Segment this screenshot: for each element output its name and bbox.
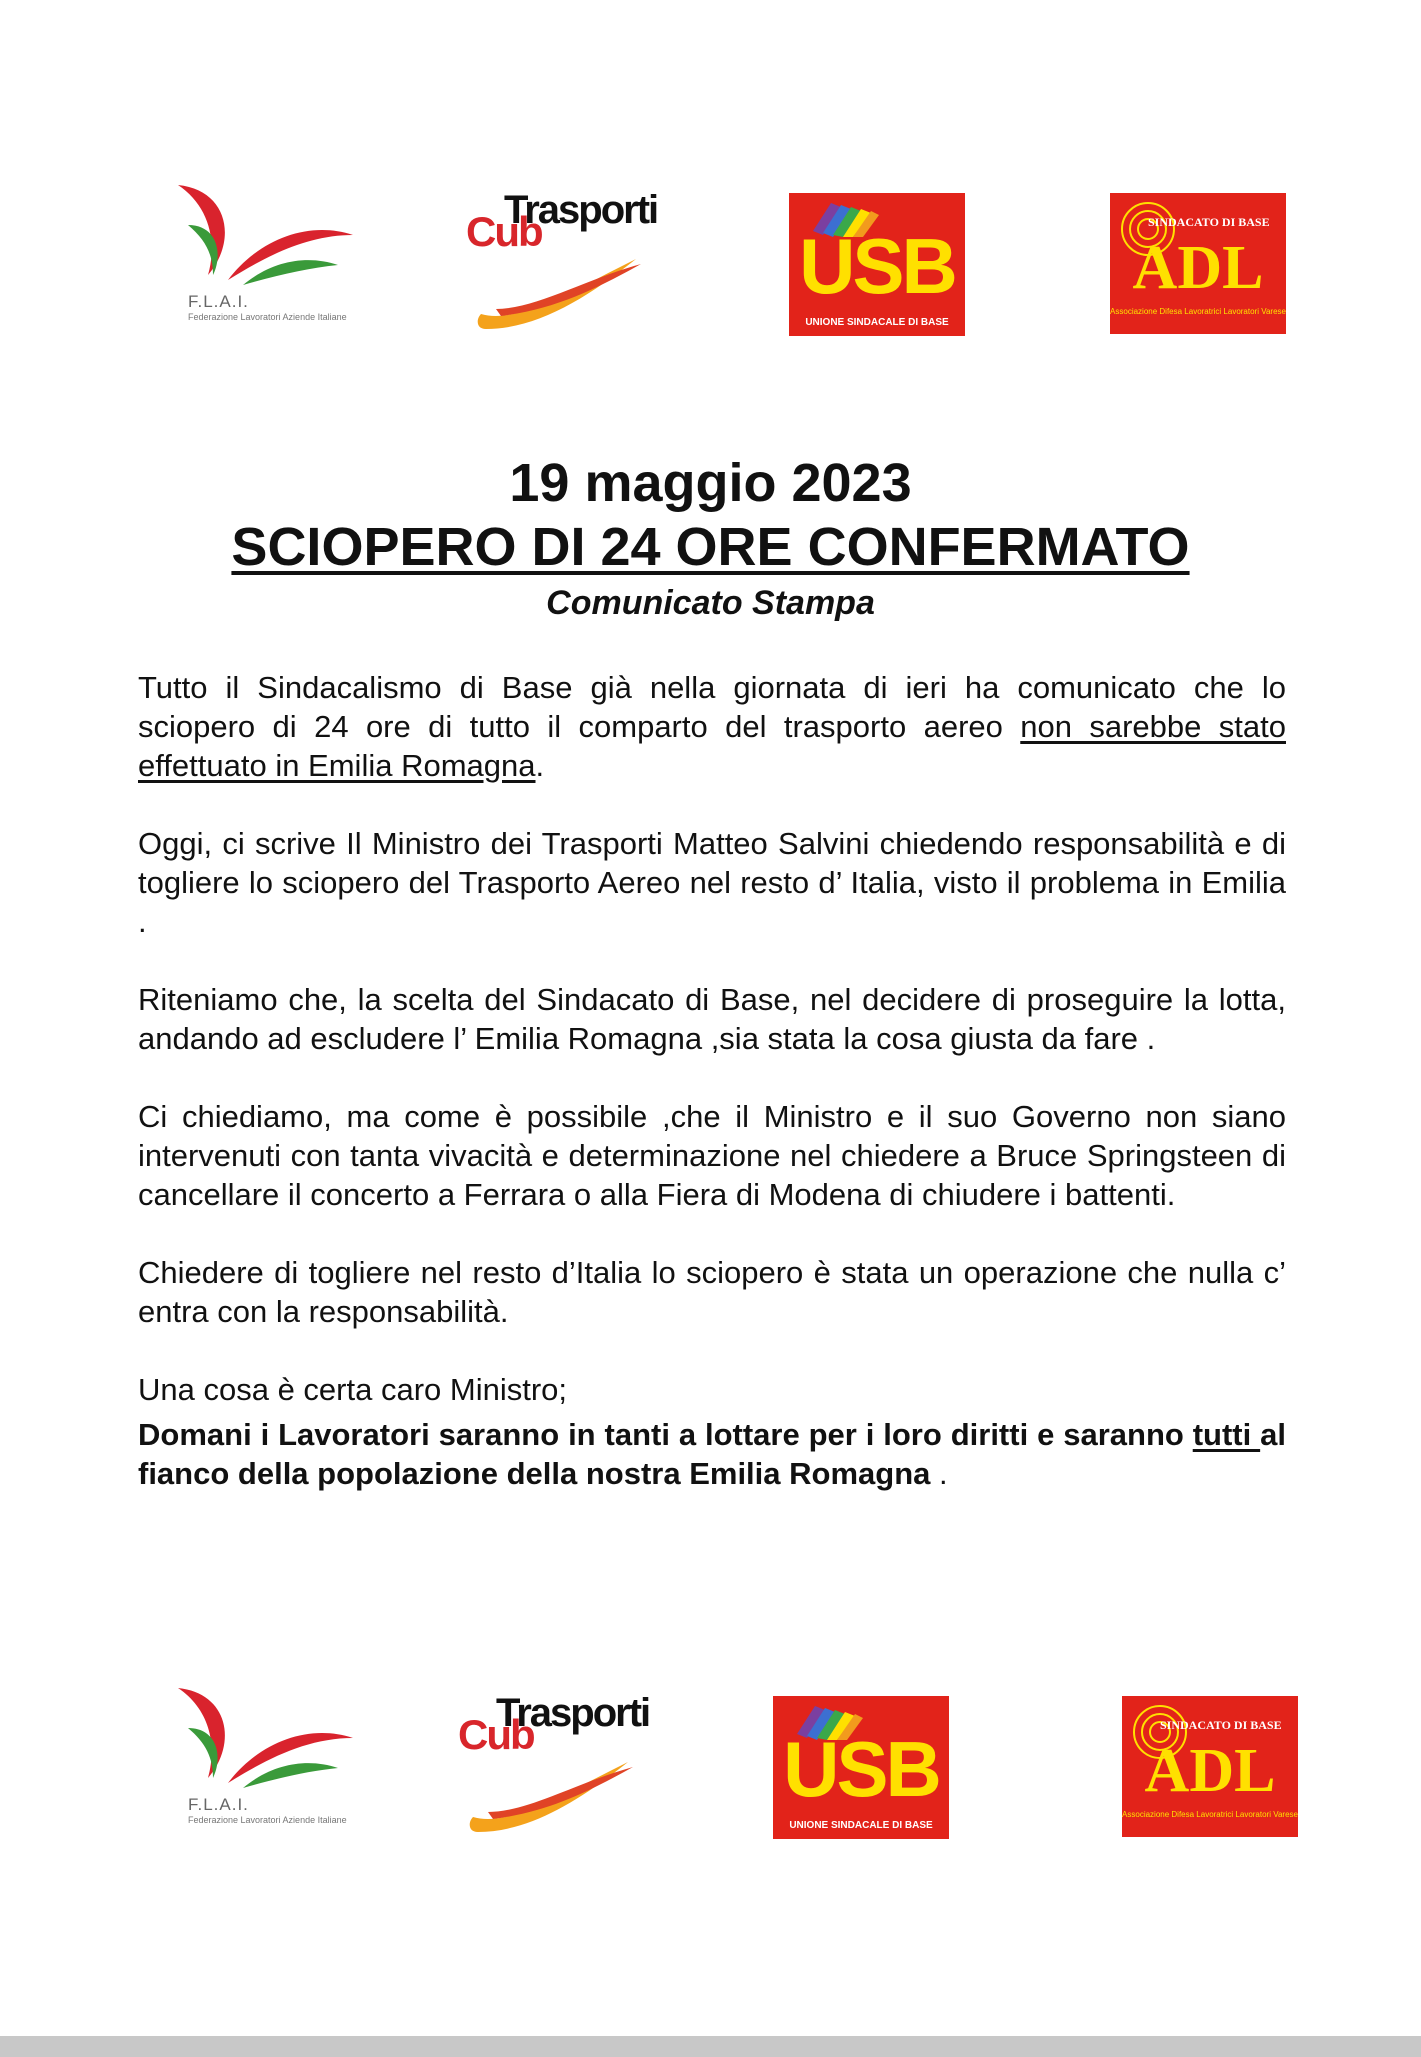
press-release-title bbox=[0, 516, 1421, 578]
paragraph-6: Una cosa è certa caro Ministro; bbox=[138, 1372, 568, 1407]
cub-letters: Cub bbox=[466, 208, 542, 255]
bottom-scroll-bar bbox=[0, 2036, 1421, 2057]
cub-brushstroke-icon bbox=[468, 1757, 638, 1837]
usb-letters: USB bbox=[799, 222, 955, 310]
adl-subtitle: Associazione Difesa Lavoratrici Lavoratori Varese bbox=[1122, 1810, 1298, 1819]
paragraph-1 bbox=[138, 668, 1286, 785]
press-release-date: 19 maggio 2023 bbox=[509, 453, 912, 513]
cub-word: Trasporti bbox=[496, 1691, 650, 1735]
paragraph-5: Chiedere di togliere nel resto d’Italia lo sciopero è stata un operazione che nulla c’ entra con la responsabilità. bbox=[138, 1255, 1286, 1329]
cub-letters: Cub bbox=[458, 1711, 534, 1758]
paragraph-4: Ci chiediamo, ma come è possibile ,che il Ministro e il suo Governo non siano intervenuti con tanta vivacità e determinazione nel chiedere a Bruce Springsteen di cancellare il concerto a Ferrara o alla Fiera di Modena di chiudere i battenti. bbox=[138, 1099, 1286, 1212]
paragraph-1-underlined: non sarebbe stato effettuato in Emilia Romagna bbox=[138, 709, 1286, 783]
paragraph-7 bbox=[138, 1415, 1286, 1493]
paragraph-7-text-2: al fianco della popolazione della nostra Emilia Romagna bbox=[138, 1417, 1286, 1491]
paragraph-2: Oggi, ci scrive Il Ministro dei Trasporti Matteo Salvini chiedendo responsabilità e di togliere lo sciopero del Trasporto Aereo nel resto d’ Italia, visto il problema in Emilia . bbox=[138, 826, 1286, 939]
flai-wings-icon bbox=[168, 1683, 358, 1793]
usb-subtitle: UNIONE SINDACALE DI BASE bbox=[789, 1820, 933, 1831]
press-release-subtitle: Comunicato Stampa bbox=[546, 584, 875, 622]
adl-letters: ADL bbox=[1144, 1737, 1276, 1805]
flai-wings-icon bbox=[168, 180, 358, 290]
paragraph-7-end: . bbox=[930, 1456, 948, 1491]
adl-logo bbox=[1122, 1696, 1298, 1837]
paragraph-7-underlined: tutti bbox=[1192, 1417, 1261, 1452]
usb-logo bbox=[789, 193, 965, 336]
flai-name: F.L.A.I. bbox=[188, 1795, 249, 1814]
flai-subtitle: Federazione Lavoratori Aziende Italiane bbox=[188, 1815, 347, 1825]
flai-name: F.L.A.I. bbox=[188, 292, 249, 311]
usb-logo bbox=[773, 1696, 949, 1839]
adl-top-label: SINDACATO DI BASE bbox=[1160, 1718, 1282, 1732]
flai-logo bbox=[168, 1683, 358, 1833]
paragraph-7-text: Domani i Lavoratori saranno in tanti a lottare per i loro diritti e saranno bbox=[138, 1417, 1193, 1452]
usb-letters: USB bbox=[783, 1725, 939, 1813]
paragraph-3: Riteniamo che, la scelta del Sindacato di Base, nel decidere di proseguire la lotta, andando ad escludere l’ Emilia Romagna ,sia stata la cosa giusta da fare . bbox=[138, 982, 1286, 1056]
flai-logo bbox=[168, 180, 358, 330]
cub-word: Trasporti bbox=[504, 188, 658, 232]
cub-trasporti-logo bbox=[466, 184, 656, 334]
adl-top-label: SINDACATO DI BASE bbox=[1148, 215, 1270, 229]
paragraph-1-text: Tutto il Sindacalismo di Base già nella giornata di ieri ha comunicato che lo sciopero di 24 ore di tutto il comparto del trasporto aereo bbox=[138, 670, 1286, 744]
adl-logo bbox=[1110, 193, 1286, 334]
top-logo-row bbox=[0, 180, 1421, 330]
title-text: SCIOPERO DI 24 ORE CONFERMATO bbox=[231, 517, 1190, 577]
flai-subtitle: Federazione Lavoratori Aziende Italiane bbox=[188, 312, 347, 322]
cub-trasporti-logo bbox=[458, 1687, 648, 1837]
paragraph-1-end: . bbox=[535, 748, 545, 783]
adl-subtitle: Associazione Difesa Lavoratrici Lavoratori Varese bbox=[1110, 307, 1286, 316]
press-release-body bbox=[138, 668, 1286, 1532]
cub-brushstroke-icon bbox=[476, 254, 646, 334]
usb-subtitle: UNIONE SINDACALE DI BASE bbox=[805, 317, 949, 328]
bottom-logo-row bbox=[0, 1683, 1421, 1833]
adl-letters: ADL bbox=[1132, 234, 1264, 302]
